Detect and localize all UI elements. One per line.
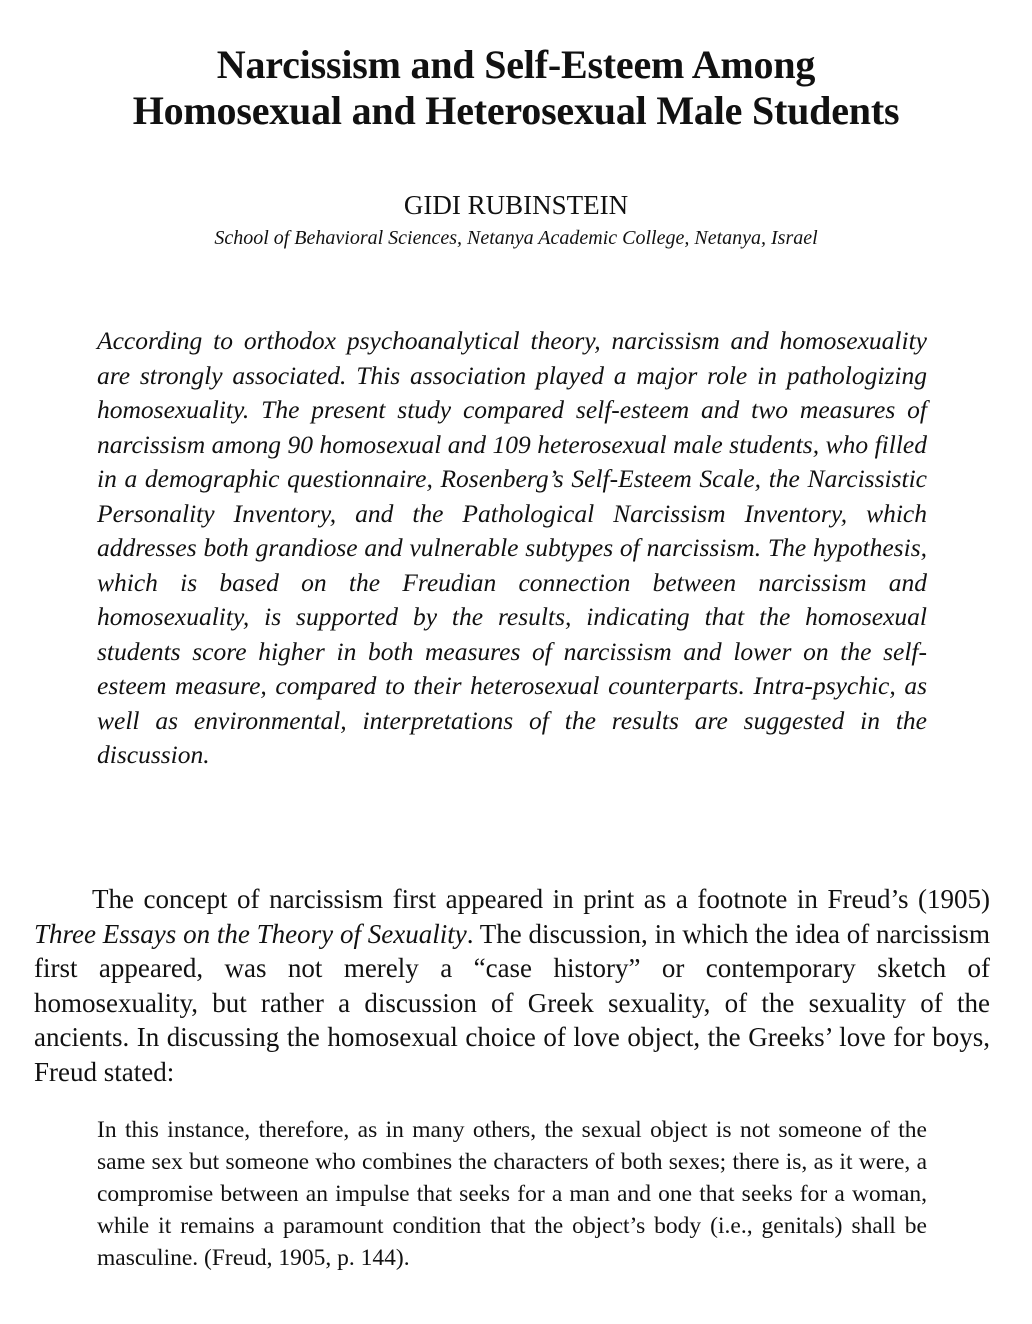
body-paragraph-text-1: The concept of narcissism first appeared in print as a footnote in Freud’s (1905) xyxy=(92,884,990,914)
article-title xyxy=(20,42,1012,134)
article-title-line-2: Homosexual and Heterosexual Male Students xyxy=(132,88,900,133)
freud-block-quote: In this instance, therefore, as in many others, the sexual object is not someone of the same sex but someone who combines the characters of both sexes; there is, as it were, a compromise between an impulse that seeks for a man and one that seeks for a woman, while it remains a paramount condition that the object’s body (i.e., genitals) shall be masculine. (Freud, 1905, p. 144). xyxy=(97,1117,927,1271)
article-title-line-1: Narcissism and Self-Esteem Among xyxy=(216,42,816,87)
cited-book-title: Three Essays on the Theory of Sexuality xyxy=(34,918,467,949)
abstract: According to orthodox psychoanalytical theory, narcissism and homosexuality are strongly associated. This association played a major role in pathologizing homosexuality. The present study compared self-esteem and two measures of narcissism among 90 homosexual and 109 heterosexual male students, who filled in a demographic questionnaire, Rosenberg’s Self-Esteem Scale, the Narcissistic Personality Inventory, and the Pathological Narcissism Inventory, which addresses both grandiose and vulnerable subtypes of narcissism. The hypothesis, which is based on the Freudian connection between narcissism and homosexuality, is supported by the results, indicating that the homosexual students score higher in both measures of narcissism and lower on the self-esteem measure, compared to their heterosexual counterparts. Intra-psychic, as well as environmental, interpretations of the results are suggested in the discussion. xyxy=(97,326,927,769)
author-name: GIDI RUBINSTEIN xyxy=(403,190,629,220)
body-paragraph xyxy=(34,882,990,1089)
body-paragraph-text-2: . The discussion, in which the idea of narcissism first appeared, was not merely a “case history” or contemporary sketch of homosexuality, but rather a discussion of Greek sexuality, of the sexuality of the ancients. In discussing the homosexual choice of love object, the Greeks’ love for boys, Freud stated: xyxy=(34,918,990,1087)
author-affiliation: School of Behavioral Sciences, Netanya Academic College, Netanya, Israel xyxy=(214,227,818,249)
